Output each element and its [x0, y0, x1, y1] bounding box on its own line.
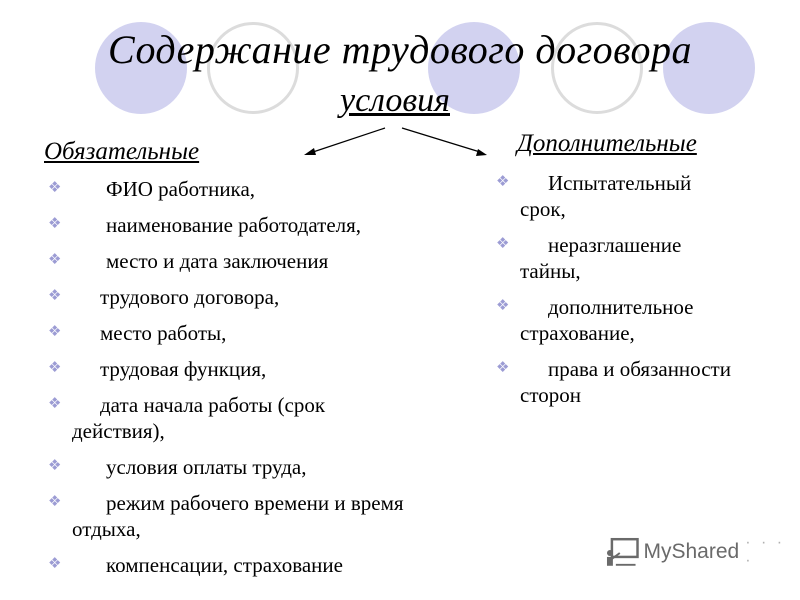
list-item	[48, 356, 428, 382]
list-item-text: ФИО работника,	[106, 177, 256, 201]
page-title: Содержание трудового договора	[107, 27, 693, 72]
diamond-bullet-icon: ❖	[48, 322, 62, 340]
logo-dots-icon: · · · ·	[745, 534, 786, 569]
diamond-bullet-icon: ❖	[496, 358, 510, 376]
list-item	[48, 176, 428, 202]
right-list	[496, 170, 756, 408]
list-item	[48, 454, 428, 480]
subtitle: условия	[340, 82, 450, 119]
myshared-logo	[606, 536, 800, 568]
list-item-text: дата начала работы (срок действия),	[72, 393, 326, 443]
list-item-text: трудового договора,	[100, 285, 280, 309]
list-item-text: дополнительное страхование,	[520, 295, 694, 345]
list-item	[48, 212, 428, 238]
diamond-bullet-icon: ❖	[48, 554, 62, 572]
diamond-bullet-icon: ❖	[48, 178, 62, 196]
list-item-text: место и дата заключения	[106, 249, 329, 273]
diamond-bullet-icon: ❖	[496, 234, 510, 252]
list-item	[48, 392, 392, 444]
list-item-text: права и обязанности сторон	[520, 357, 731, 407]
list-item-text: условия оплаты труда,	[106, 455, 307, 479]
list-item-text: наименование работодателя,	[106, 213, 362, 237]
diamond-bullet-icon: ❖	[48, 286, 62, 304]
list-item	[48, 248, 428, 274]
classroom-board-icon	[606, 537, 639, 567]
list-item-text: трудовая функция,	[100, 357, 267, 381]
list-item-text: неразглашение тайны,	[520, 233, 682, 283]
diamond-bullet-icon: ❖	[48, 456, 62, 474]
diamond-bullet-icon: ❖	[48, 250, 62, 268]
right-heading: Дополнительные	[517, 130, 697, 157]
diamond-bullet-icon: ❖	[48, 394, 62, 412]
list-item	[48, 320, 428, 346]
list-item-text: компенсации, страхование	[106, 553, 343, 577]
list-item-text: Испытательный срок,	[520, 171, 692, 221]
list-item	[48, 552, 428, 578]
diamond-bullet-icon: ❖	[496, 172, 510, 190]
list-item	[496, 170, 730, 222]
diamond-bullet-icon: ❖	[496, 296, 510, 314]
diamond-bullet-icon: ❖	[48, 358, 62, 376]
list-item-text: место работы,	[100, 321, 227, 345]
logo-text: MyShared	[643, 540, 740, 563]
list-item	[48, 490, 417, 542]
diamond-bullet-icon: ❖	[48, 492, 62, 510]
list-item	[48, 284, 428, 310]
arrow-right-icon	[402, 128, 487, 156]
list-item	[496, 232, 730, 284]
list-item-text: режим рабочего времени и время отдыха,	[72, 491, 404, 541]
list-item	[496, 294, 740, 346]
list-item	[496, 356, 750, 408]
left-heading: Обязательные	[44, 138, 200, 165]
arrow-left-icon	[304, 128, 385, 155]
diamond-bullet-icon: ❖	[48, 214, 62, 232]
left-list	[48, 176, 428, 578]
